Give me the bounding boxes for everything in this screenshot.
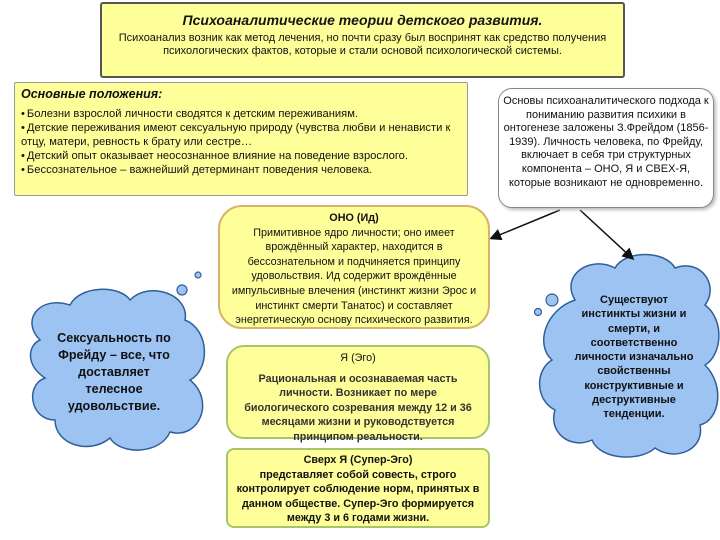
title-box (100, 2, 625, 78)
freud-summary-text: Основы психоаналитического подхода к пониманию развития психики в онтогенезе заложены З.Фрейдом (1856-1939). Личность человека, по Фрейду, включает в себя три структурных компонента – ОНО, Я и СВЕХ-Я, которые возникают не одновременно. (503, 95, 709, 189)
ego-box (226, 345, 490, 443)
main-points-box (14, 82, 468, 196)
superego-box (226, 448, 490, 528)
title-description: Психоанализ возник как метод лечения, но почти сразу был воспринят как средство получения психологических фактов, которые и стали основой психологической системы. (118, 32, 607, 57)
arrow-to-id (492, 210, 560, 238)
list-item: • Бессознательное – важнейший детерминант поведения человека. (21, 163, 461, 177)
id-label: ОНО (Ид) (329, 212, 379, 224)
page-title: Психоаналитические теории детского развития. (182, 12, 543, 28)
list-item: • Детские переживания имеют сексуальную природу (чувства любви и ненависти к отцу, матери, ревность к брату или сестре… (21, 121, 461, 149)
ego-text: Рациональная и осознаваемая часть личности. Возникает по мере биологического созревания между 12 и 36 месяцами жизни и руководствуется принципом реальности. (244, 372, 472, 443)
superego-label: Сверх Я (Супер-Эго) (303, 454, 413, 466)
arrow-to-cloud-right (580, 210, 632, 258)
ego-label: Я (Эго) (340, 352, 376, 364)
freud-summary-box (498, 88, 714, 208)
cloud-left-text: Сексуальность по Фрейду – все, что доставляет телесное удовольствие. (57, 331, 171, 413)
main-points-list (21, 107, 461, 177)
list-item: • Болезни взрослой личности сводятся к детским переживаниям. (21, 107, 461, 121)
id-box (218, 205, 490, 329)
list-item: • Детский опыт оказывает неосознанное влияние на поведение взрослого. (21, 149, 461, 163)
id-text: Примитивное ядро личности; оно имеет врождённый характер, находится в бессознательном и подчиняется принципу удовольствия. Ид содержит врождённые импульсивные влечения (инстинкт жизни Эрос и инстинкт смерти Танатос) и составляет энергетическую основу психического развития. (231, 226, 477, 327)
superego-text: представляет собой совесть, строго контролирует соблюдение норм, принятых в данном обществе. Супер-Эго формируется между 3 и 6 годами жизни. (236, 468, 480, 525)
main-points-heading: Основные положения: (21, 87, 163, 101)
cloud-right-text: Существуют инстинкты жизни и смерти, и соответственно личности изначально свойственны конструктивные и деструктивные тенденции. (574, 294, 694, 421)
